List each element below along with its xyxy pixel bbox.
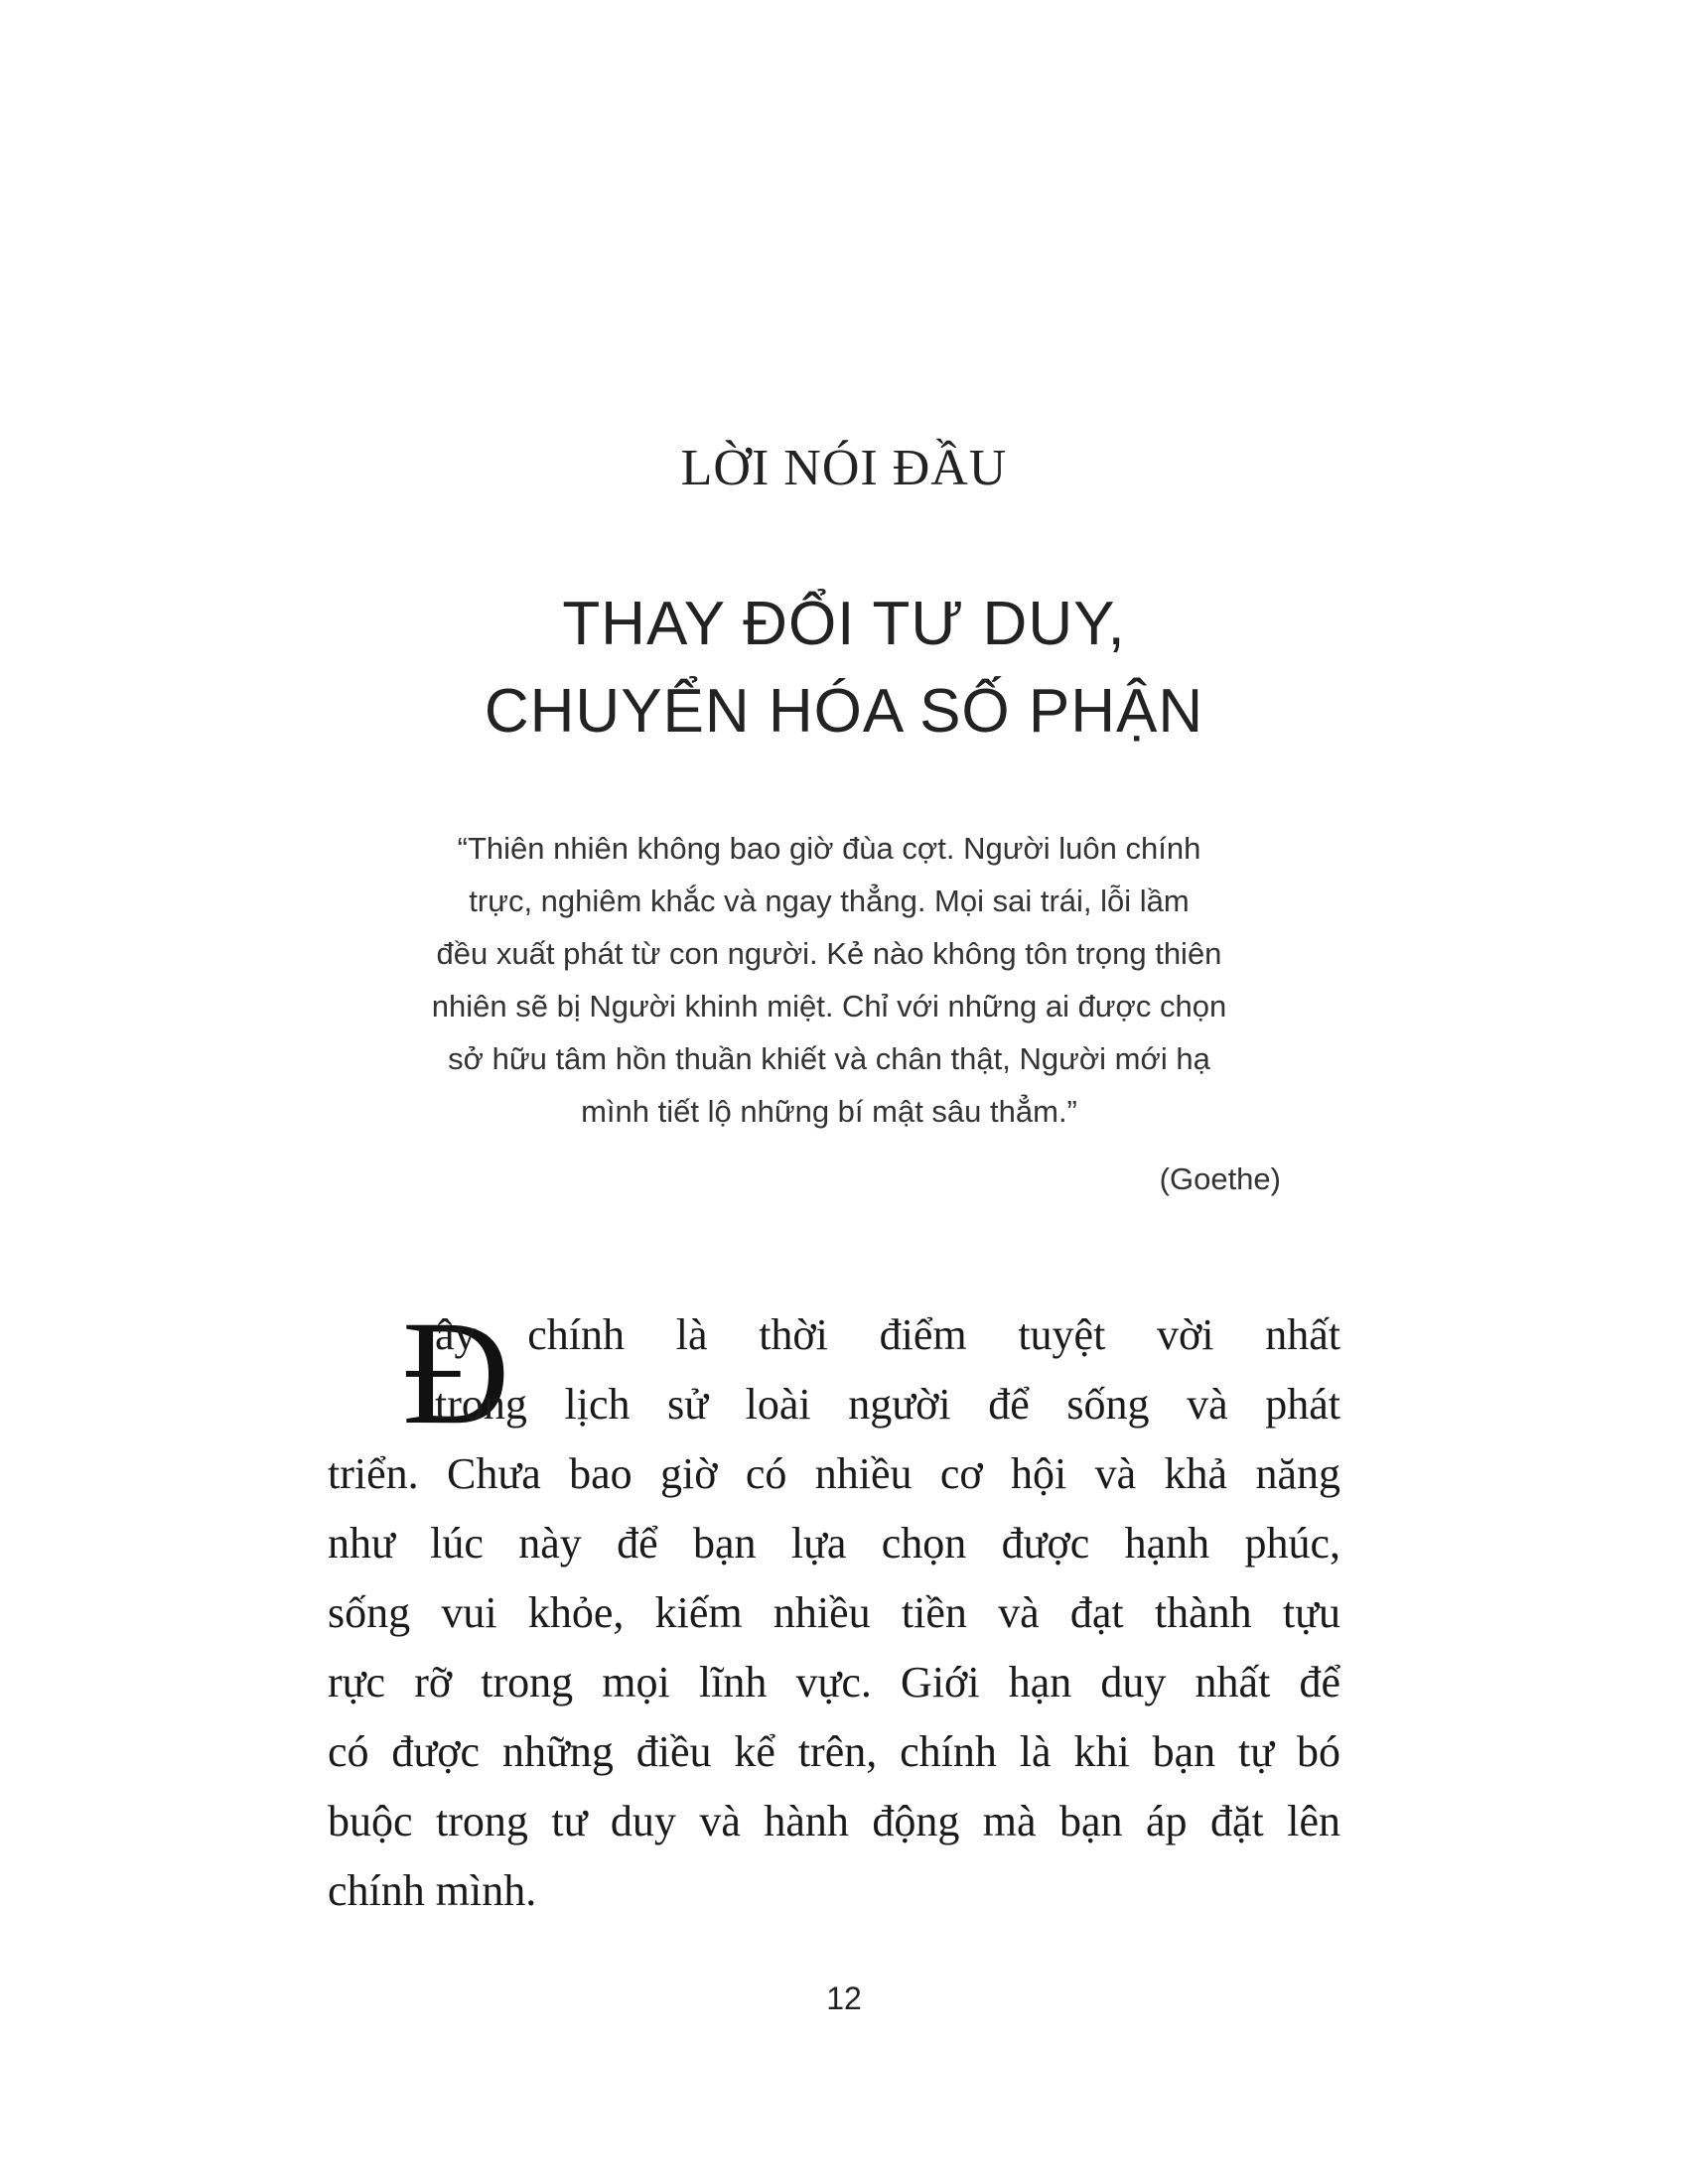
body-paragraph (328, 1291, 1340, 1926)
epigraph-line: đều xuất phát từ con người. Kẻ nào không tôn trọng thiên (436, 936, 1222, 971)
body-line: sống vui khỏe, kiếm nhiều tiền và đạt thành tựu (328, 1588, 1340, 1637)
drop-cap: Đ (402, 1291, 510, 1455)
body-line: triển. Chưa bao giờ có nhiều cơ hội và khả năng (328, 1449, 1340, 1498)
title-line: CHUYỂN HÓA SỐ PHẬN (484, 677, 1204, 746)
body-line: chính mình. (328, 1866, 537, 1915)
body-line: buộc trong tư duy và hành động mà bạn áp đặt lên (328, 1797, 1340, 1845)
epigraph-attribution: (Goethe) (1159, 1161, 1281, 1196)
page-number: 12 (826, 1980, 862, 2016)
body-line: có được những điều kể trên, chính là khi bạn tự bó (328, 1727, 1340, 1776)
epigraph-line: sở hữu tâm hồn thuần khiết và chân thật, Người mới hạ (448, 1041, 1210, 1076)
epigraph-line: mình tiết lộ những bí mật sâu thẳm.” (581, 1094, 1077, 1129)
body-line: như lúc này để bạn lựa chọn được hạnh phúc, (328, 1519, 1340, 1568)
epigraph-line: trực, nghiêm khắc và ngay thẳng. Mọi sai trái, lỗi lầm (469, 884, 1190, 918)
body-line: ây chính là thời điểm tuyệt vời nhất (435, 1310, 1340, 1359)
chapter-title (0, 581, 1688, 755)
title-line: THAY ĐỔI TƯ DUY, (562, 590, 1126, 658)
body-line: trong lịch sử loài người để sống và phát (435, 1380, 1340, 1429)
epigraph-line: “Thiên nhiên không bao giờ đùa cợt. Người luôn chính (457, 831, 1201, 866)
epigraph-quote (367, 822, 1291, 1138)
epigraph-line: nhiên sẽ bị Người khinh miệt. Chỉ với những ai được chọn (431, 989, 1227, 1024)
chapter-label: LỜI NÓI ĐẦU (680, 440, 1008, 496)
body-line: rực rỡ trong mọi lĩnh vực. Giới hạn duy nhất để (328, 1658, 1340, 1706)
